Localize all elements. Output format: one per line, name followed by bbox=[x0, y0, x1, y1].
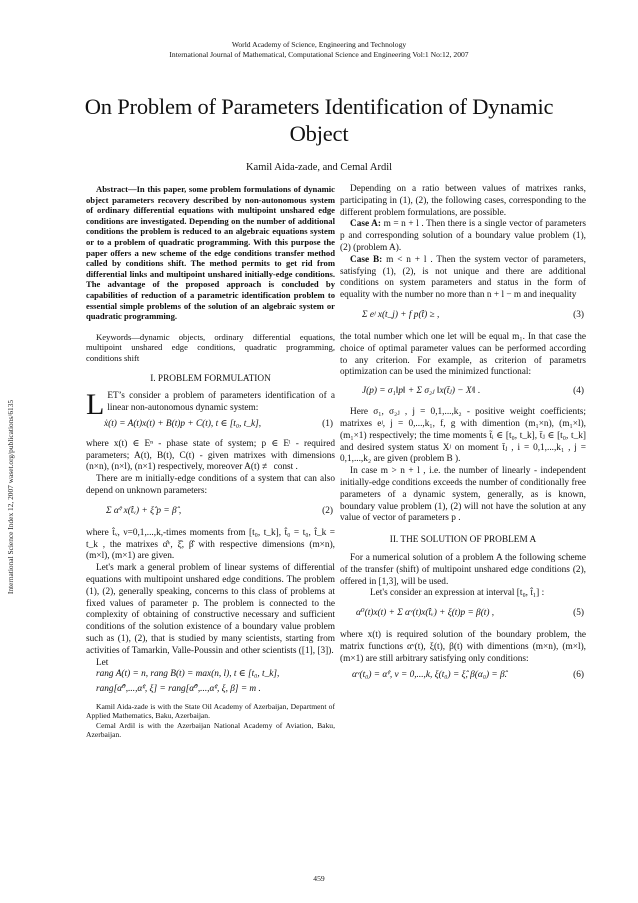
section-heading-1: I. PROBLEM FORMULATION bbox=[150, 373, 271, 384]
rank-condition-2: rang[α̂⁰,...,α̂ᵏ, ξ] = rang[α̂⁰,...,α̂ᵏ, ξ, β] = m . bbox=[96, 684, 261, 695]
footnote: Cemal Ardil is with the Azerbaijan National Academy of Aviation, Baku, Azerbaijan. bbox=[86, 720, 335, 740]
let-label: Let bbox=[96, 657, 109, 668]
paragraph: Here σ₁, σ₂ⱼ , j = 0,1,...,k₂ - positive weight coefficients; matrixes eʲ, j = 0,...,k₁, f, g with dimention (m₁×n), (m₁×l), (m₁×1) respectively; the time moments t̃ᵢ ∈ [t₀, t_k], t̄ⱼ ∈ [t₀, t_k] and desired system status Xʲ on moment t̄ⱼ , i = 0,1,...,k₁ , j = 0,1,...,k₂ are given (problem B ). bbox=[340, 407, 586, 465]
paragraph: LET’s consider a problem of parameters identification of a linear non-autonomous dynamic system: bbox=[86, 388, 335, 422]
paragraph: There are m initially-edge conditions of a system that can also depend on unknown parameters: bbox=[86, 474, 335, 497]
drop-cap: L bbox=[86, 388, 105, 422]
section-heading-2: II. THE SOLUTION OF PROBLEM A bbox=[389, 535, 537, 546]
paragraph: In case m > n + l , i.e. the number of linearly - independent initially-edge conditions exceeds the number of conditionally free parameters of a dynamic system, generally, as is known, boundary value problem (1), (2) will not have the solution at any value of vector of parameters p . bbox=[340, 466, 586, 524]
paragraph: where t̂ᵥ, ν=0,1,...,k,-times moments from [t₀, t_k], t̂₀ = t₀, t̂_k = t_k , the matrixes α̂ᵛ, ξ̂, β̂ with respective dimensions (m×n), (m×l), (m×1) are given. bbox=[86, 527, 335, 562]
footnotes bbox=[86, 702, 335, 740]
equation-number: (5) bbox=[573, 608, 584, 619]
equation-6: αᵛ(t₀) = α̂ᵛ, ν = 0,...,k, ξ(t₀) = ξ̂, β(α₀) = β̂. (6) bbox=[352, 669, 584, 680]
equation-2: Σ α̂ᵛ x(t̂ᵥ) + ξ̂ p = β̂ , (2) bbox=[106, 505, 333, 516]
rank-condition-1: rang A(t) = n, rang B(t) = max(n, l), t ∈ [t₀, t_k], bbox=[96, 669, 280, 680]
right-column bbox=[340, 184, 586, 690]
paper-authors: Kamil Aida-zade, and Cemal Ardil bbox=[245, 162, 393, 173]
paragraph: For a numerical solution of a problem A the following scheme of the transfer (shift) of multipoint unshared edge conditions (2), offered in [1,3], will be used. bbox=[340, 552, 586, 587]
left-column bbox=[86, 184, 335, 740]
keywords: Keywords—dynamic objects, ordinary differential equations, multipoint unshared edge conditions, quadratic programming, conditions shift bbox=[86, 331, 335, 363]
paragraph: Let's mark a general problem of linear systems of differential equations with multipoint unshared edge conditions. The problem (1), (2), generally speaking, concerns to this class of problems at fixed values of parameter p. The problem is connected to the complexity of obtaining of constructive necessary and sufficient conditions of the solution existence of a boundary value problem such as (1), (2), that is studied by many scientists, starting from activities of Tamarkin, Valle-Poussin and other scientists ([1], [3]). bbox=[86, 563, 335, 656]
equation-number: (1) bbox=[322, 418, 333, 429]
paper-title: On Problem of Parameters Identification of Dynamic Object bbox=[84, 94, 554, 146]
paragraph: where x(t) is required solution of the boundary problem, the matrix functions αᵛ(t), ξ(t), β(t) with dimentions (m×n), (m×l), (m×1) are still arbitrary satisfying only conditions: bbox=[340, 630, 586, 664]
case-a-paragraph: Case A: m = n + l . Then there is a single vector of parameters p and corresponding solution of a boundary value problem (1), (2) (problem A). bbox=[340, 219, 587, 253]
equation-1: ẋ(t) = A(t)x(t) + B(t)p + C(t), t ∈ [t₀, t_k], (1) bbox=[104, 418, 333, 429]
side-index-label: International Science Index 12, 2007 waset.org/publications/6135 bbox=[6, 399, 15, 595]
paragraph: where x(t) ∈ Eⁿ - phase state of system; p ∈ Eˡ - required parameters; A(t), B(t), C(t) - given matrixes with dimensions (n×n), (n×l), (n×1) respectively, moreover A(t) ≢ const . bbox=[86, 438, 335, 473]
journal-name: World Academy of Science, Engineering and Technology bbox=[231, 40, 407, 49]
journal-volume: International Journal of Mathematical, Computational Science and Engineering Vol:1 No:12, 2007 bbox=[169, 50, 469, 59]
equation-number: (3) bbox=[573, 309, 584, 320]
abstract: Abstract—In this paper, some problem formulations of dynamic object parameters recovery described by non-autonomous system of ordinary differential equations with multipoint unshared edge conditions are investigated. Depending on the number of additional conditions the problem is reduced to an algebraic equations system or to a problem of quadratic programming. With this purpose the paper offers a new scheme of the edge conditions transfer method called by conditions shift. The method permits to get rid from differential links and multipoint unshared initially-edge conditions. The advantage of the proposed approach is concluded by capabilities of reduction of a parametric identification problem to essential simple problems of the solution of an algebraic system or quadratic programming. bbox=[86, 184, 335, 322]
page-number: 459 bbox=[313, 874, 325, 883]
equation-4: J(p) = σ₁‖p‖ + Σ σ₂ⱼ ‖x(t̄ⱼ) − Xʲ‖ . (4) bbox=[362, 386, 584, 397]
paragraph: Depending on a ratio between values of matrixes ranks, participating in (1), (2), the following cases, corresponding to the different problem formulations, are possible. bbox=[340, 184, 586, 218]
footnote: Kamil Aida-zade is with the State Oil Academy of Azerbaijan, Department of Applied Mathematics, Baku, Azerbaijan. bbox=[86, 702, 335, 721]
equation-number: (2) bbox=[322, 505, 333, 516]
equation-3: Σ eʲ x(t_j) + f p(t̂) ≥ , (3) bbox=[362, 309, 584, 320]
equation-number: (6) bbox=[573, 669, 584, 680]
equation-number: (4) bbox=[573, 386, 584, 397]
case-b-paragraph: Case B: m < n + l . Then the system vector of parameters, satisfying (1), (2), is not unique and there are additional conditions on system parameters and status in the form of equality with the number no more than n + l − m and inequality bbox=[340, 254, 586, 301]
equation-5: α⁰(t)x(t) + Σ αᵛ(t)x(t̂ᵥ) + ξ(t)p = β(t) , (5) bbox=[356, 608, 584, 619]
paragraph: Let's consider an expression at interval [t₀, t̂₁] : bbox=[370, 588, 545, 599]
paragraph: the total number which one let will be equal m₁. In that case the choice of optimal parameter values can be performed according to any criterion. For example, as criterion of parametrs optimization can be used the minimized functional: bbox=[340, 331, 586, 378]
